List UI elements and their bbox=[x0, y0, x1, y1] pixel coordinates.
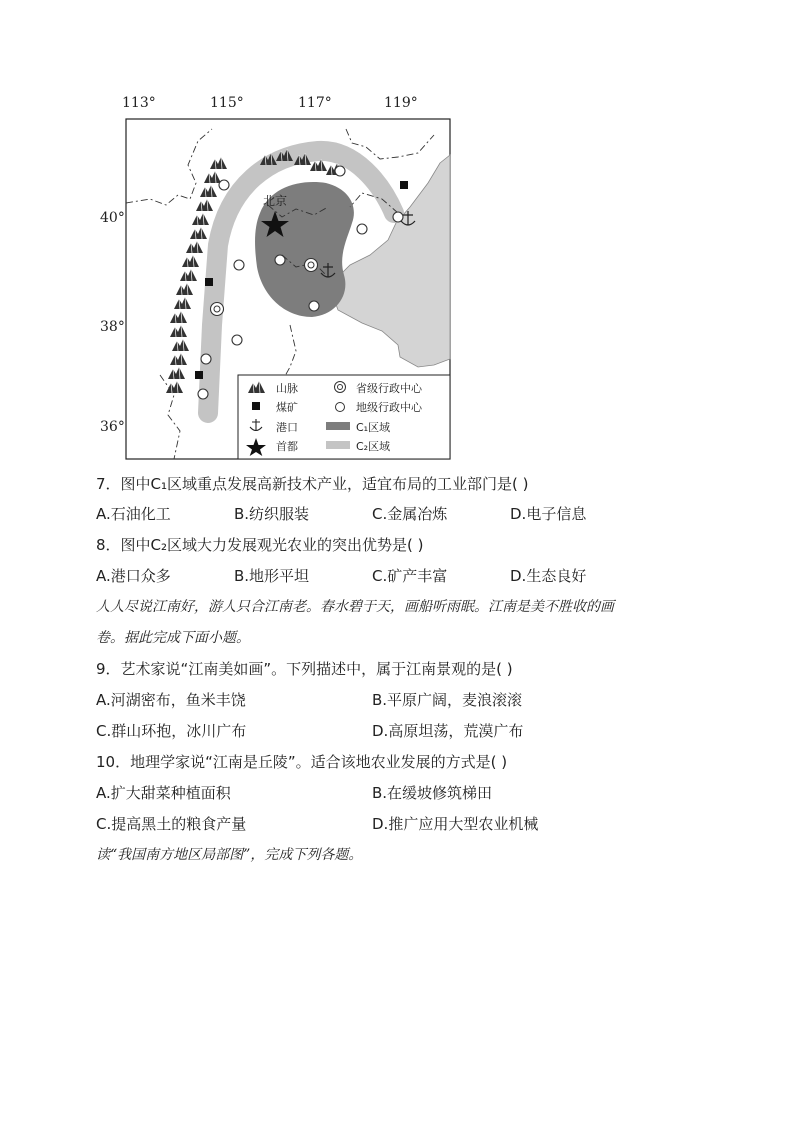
q10-option-c[interactable]: C.提高黑土的粮食产量 bbox=[96, 815, 247, 833]
legend-capital: 首都 bbox=[276, 440, 298, 453]
map-canvas bbox=[100, 95, 460, 463]
lon-label-117: 117° bbox=[298, 95, 332, 111]
q7-option-b[interactable]: B.纺织服装 bbox=[234, 505, 310, 523]
lat-label-40: 40° bbox=[100, 210, 125, 226]
region-map bbox=[100, 95, 460, 463]
q10-option-a[interactable]: A.扩大甜菜种植面积 bbox=[96, 784, 231, 802]
legend-c2-swatch bbox=[326, 441, 350, 449]
q7-option-a[interactable]: A.石油化工 bbox=[96, 505, 171, 523]
closing-instruction: 读“我国南方地区局部图”，完成下列各题。 bbox=[96, 847, 363, 863]
q8-option-b[interactable]: B.地形平坦 bbox=[234, 567, 310, 585]
question-9-stem: 9．艺术家说“江南美如画”。下列描述中，属于江南景观的是( ) bbox=[96, 660, 513, 678]
legend-mountain: 山脉 bbox=[276, 382, 298, 395]
coal-mine-icon bbox=[400, 181, 408, 189]
q9-option-b[interactable]: B.平原广阔，麦浪滚滚 bbox=[372, 691, 523, 709]
lon-label-113: 113° bbox=[122, 95, 156, 111]
q9-option-c[interactable]: C.群山环抱，冰川广布 bbox=[96, 722, 247, 740]
legend-coal-icon bbox=[252, 402, 260, 410]
legend-prefectural: 地级行政中心 bbox=[356, 401, 422, 414]
q8-option-a[interactable]: A.港口众多 bbox=[96, 567, 171, 585]
map-legend bbox=[238, 375, 450, 459]
q9-option-d[interactable]: D.高原坦荡，荒漠广布 bbox=[372, 722, 524, 740]
q8-option-c[interactable]: C.矿产丰富 bbox=[372, 567, 448, 585]
legend-prefectural-icon bbox=[336, 403, 345, 412]
question-8-stem: 8．图中C₂区域大力发展观光农业的突出优势是( ) bbox=[96, 536, 424, 554]
legend-c2: C₂区域 bbox=[356, 440, 391, 453]
q10-option-b[interactable]: B.在缓坡修筑梯田 bbox=[372, 784, 493, 802]
passage-line-2: 卷。据此完成下面小题。 bbox=[96, 630, 250, 646]
q7-option-c[interactable]: C.金属冶炼 bbox=[372, 505, 448, 523]
lon-label-115: 115° bbox=[210, 95, 244, 111]
capital-label: 北京 bbox=[262, 194, 288, 208]
legend-c1-swatch bbox=[326, 422, 350, 430]
question-7-stem: 7．图中C₁区域重点发展高新技术产业，适宜布局的工业部门是( ) bbox=[96, 475, 529, 493]
coal-mine-icon bbox=[205, 278, 213, 286]
legend-coal: 煤矿 bbox=[276, 401, 298, 414]
q9-option-a[interactable]: A.河湖密布，鱼米丰饶 bbox=[96, 691, 246, 709]
passage-line-1: 人人尽说江南好，游人只合江南老。春水碧于天，画船听雨眠。江南是美不胜收的画 bbox=[96, 599, 614, 615]
coal-mine-icon bbox=[195, 371, 203, 379]
lat-label-38: 38° bbox=[100, 319, 125, 335]
q8-option-d[interactable]: D.生态良好 bbox=[510, 567, 587, 585]
q10-option-d[interactable]: D.推广应用大型农业机械 bbox=[372, 815, 539, 833]
legend-port: 港口 bbox=[276, 421, 298, 434]
legend-c1: C₁区域 bbox=[356, 421, 391, 434]
q7-option-d[interactable]: D.电子信息 bbox=[510, 505, 587, 523]
legend-provincial: 省级行政中心 bbox=[356, 382, 422, 395]
lat-label-36: 36° bbox=[100, 419, 125, 435]
question-10-stem: 10．地理学家说“江南是丘陵”。适合该地农业发展的方式是( ) bbox=[96, 753, 508, 771]
lon-label-119: 119° bbox=[384, 95, 418, 111]
